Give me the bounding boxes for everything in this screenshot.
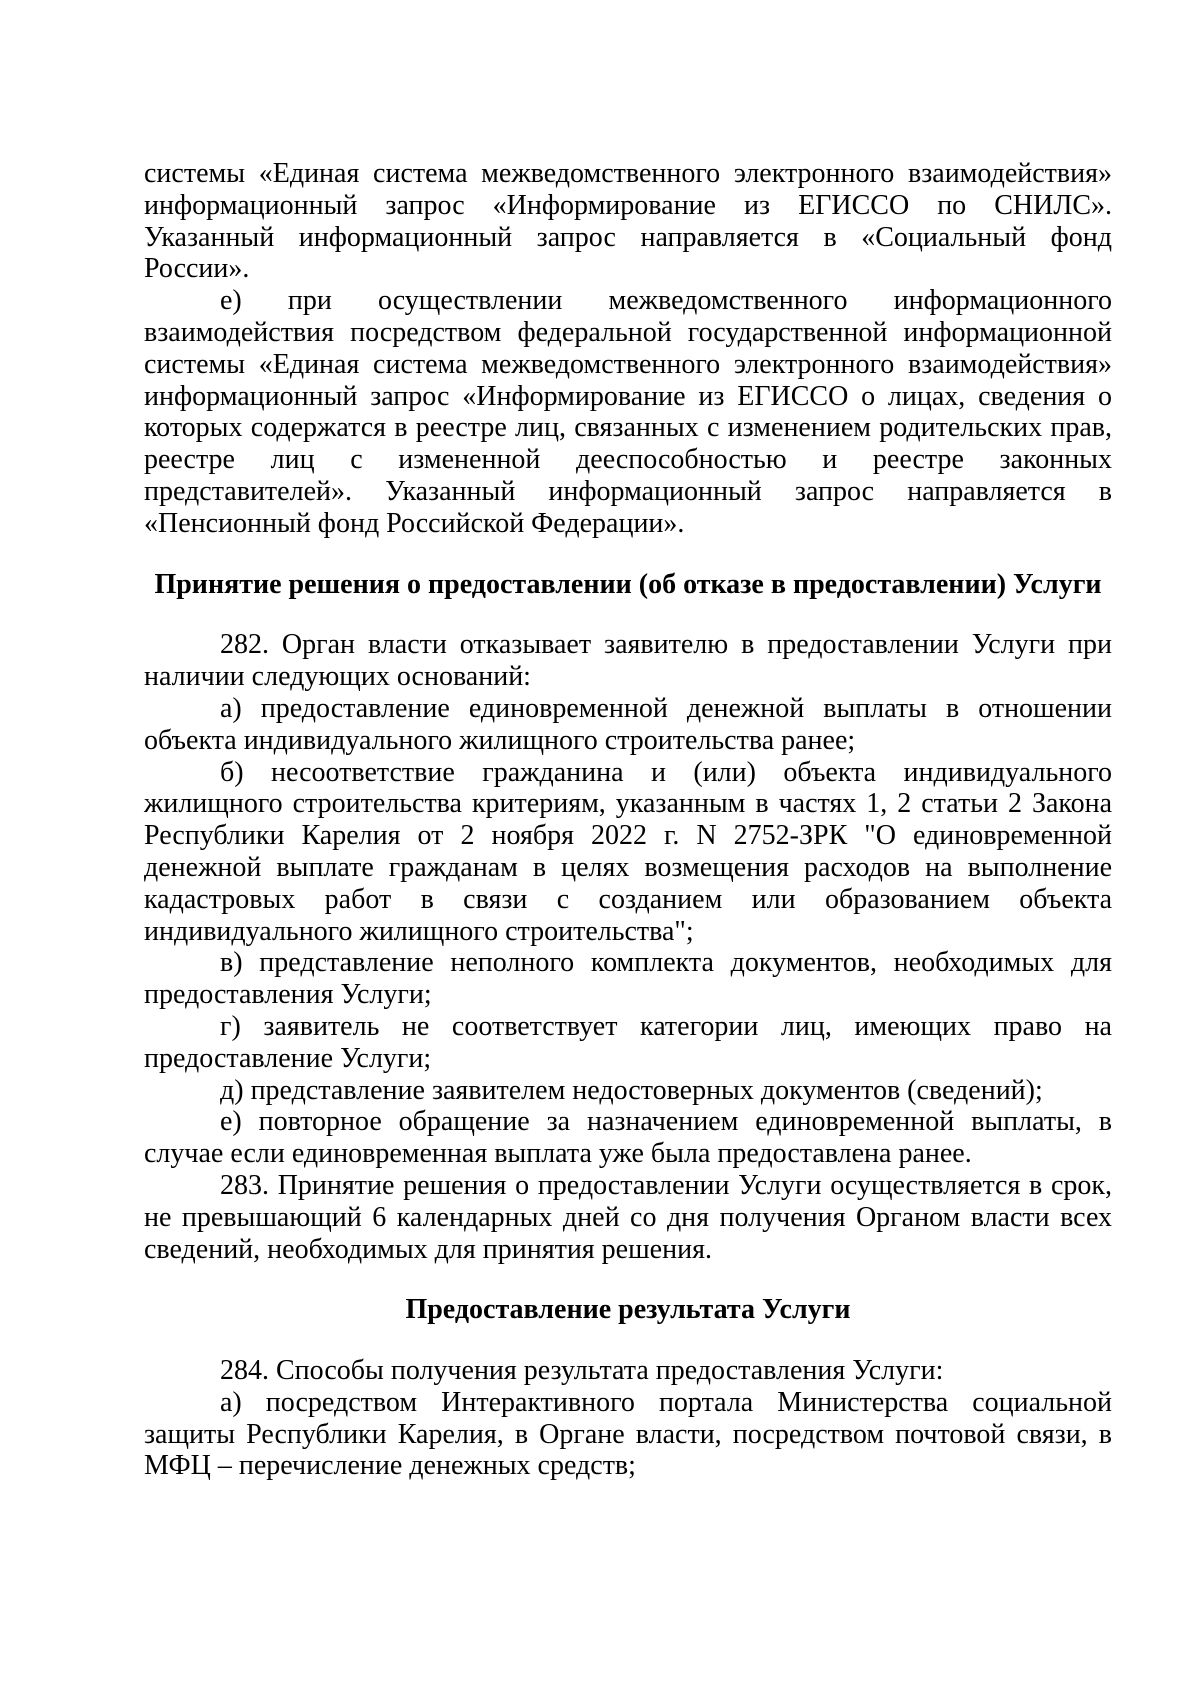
paragraph: 282. Орган власти отказывает заявителю в предоставлении Услуги при наличии следующих оснований:: [144, 629, 1112, 693]
document-page: [144, 158, 1112, 1482]
paragraph: а) посредством Интерактивного портала Министерства социальной защиты Республики Карелия, в Органе власти, посредством почтовой связи, в МФЦ – перечисление денежных средств;: [144, 1386, 1112, 1482]
section-heading: Принятие решения о предоставлении (об отказе в предоставлении) Услуги: [154, 568, 1102, 600]
paragraph: а) предоставление единовременной денежной выплаты в отношении объекта индивидуального жилищного строительства ранее;: [144, 692, 1112, 756]
paragraph: в) представление неполного комплекта документов, необходимых для предоставления Услуги;: [144, 947, 1112, 1011]
paragraph: е) повторное обращение за назначением единовременной выплаты, в случае если единовременная выплата уже была предоставлена ранее.: [144, 1106, 1112, 1170]
paragraph: системы «Единая система межведомственного электронного взаимодействия» информационный запрос «Информирование из ЕГИССО по СНИЛС». Указанный информационный запрос направляется в «Социальный фонд России».: [144, 158, 1112, 285]
paragraph: 284. Способы получения результата предоставления Услуги:: [220, 1355, 944, 1387]
section-heading: Предоставление результата Услуги: [405, 1294, 851, 1326]
paragraph: г) заявитель не соответствует категории лиц, имеющих право на предоставление Услуги;: [144, 1010, 1112, 1074]
paragraph: б) несоответствие гражданина и (или) объекта индивидуального жилищного строительства критериям, указанным в частях 1, 2 статьи 2 Закона Республики Карелия от 2 ноября 2022 г. N 2752-ЗРК "О единовременной денежной выплате гражданам в целях возмещения расходов на выполнение кадастровых работ в связи с созданием или образованием объекта индивидуального жилищного строительства";: [144, 756, 1112, 947]
paragraph: е) при осуществлении межведомственного информационного взаимодействия посредством федеральной государственной информационной системы «Единая система межведомственного электронного взаимодействия» информационный запрос «Информирование из ЕГИССО о лицах, сведения о которых содержатся в реестре лиц, связанных с изменением родительских прав, реестре лиц с измененной дееспособностью и реестре законных представителей». Указанный информационный запрос направляется в «Пенсионный фонд Российской Федерации».: [144, 285, 1112, 539]
paragraph: д) представление заявителем недостоверных документов (сведений);: [220, 1074, 1043, 1106]
paragraph: 283. Принятие решения о предоставлении Услуги осуществляется в срок, не превышающий 6 календарных дней со дня получения Органом власти всех сведений, необходимых для принятия решения.: [144, 1169, 1112, 1265]
